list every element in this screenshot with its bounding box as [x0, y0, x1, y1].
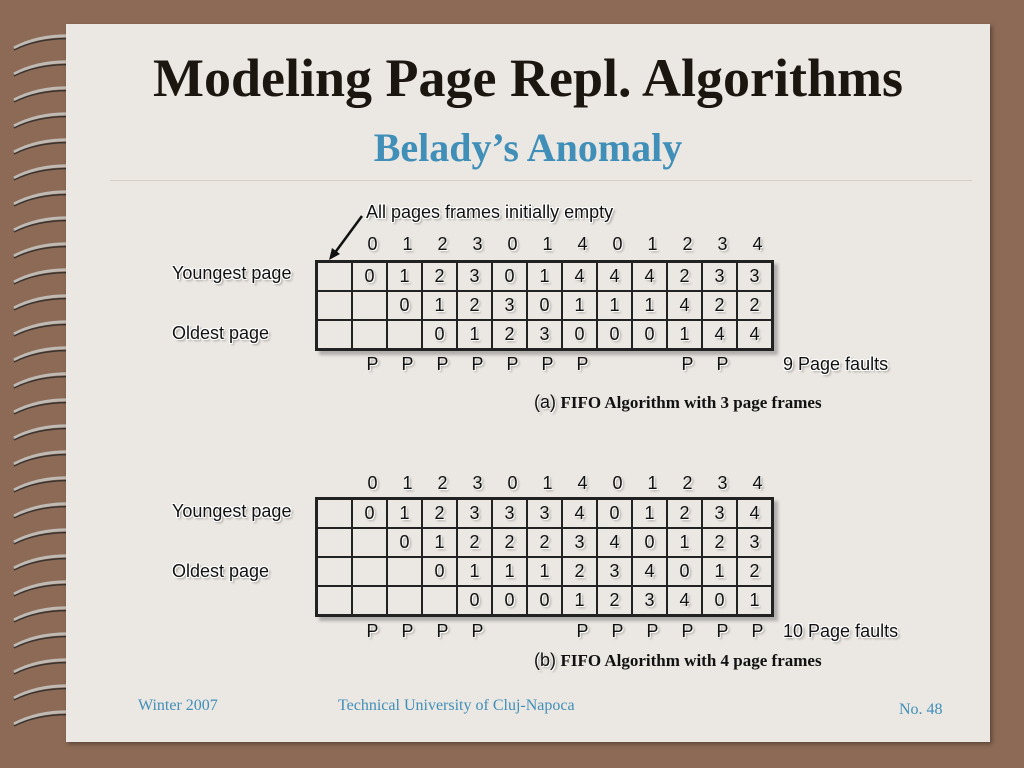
frame-table-a [315, 260, 774, 351]
page-fault-marker: P [366, 354, 379, 374]
reference-page: 0 [612, 234, 623, 254]
frame-cell: 0 [387, 528, 422, 557]
frame-cell: 0 [562, 320, 597, 350]
reference-page: 0 [612, 473, 623, 493]
page-fault-marker [740, 354, 775, 375]
frame-cell: 1 [667, 320, 702, 350]
frame-cell: 2 [737, 557, 773, 586]
reference-page: 4 [752, 234, 763, 254]
reference-page: 1 [647, 473, 658, 493]
frame-cell: 1 [422, 291, 457, 320]
frame-cell: 0 [632, 528, 667, 557]
page-fault-marker: P [716, 354, 729, 374]
frame-cell: 2 [492, 320, 527, 350]
frame-cell: 1 [632, 291, 667, 320]
frame-cell: 3 [492, 499, 527, 529]
footer-institution: Technical University of Cluj-Napoca [338, 697, 575, 714]
page-fault-marker: P [576, 621, 589, 641]
frame-cell: 2 [667, 262, 702, 292]
fault-count-a: 9 Page faults [783, 354, 889, 374]
frame-cell: 3 [737, 528, 773, 557]
frame-row [317, 499, 773, 529]
frame-cell: 2 [422, 499, 457, 529]
frame-cell: 1 [492, 557, 527, 586]
page-fault-marker: P [401, 621, 414, 641]
frame-cell: 1 [737, 586, 773, 616]
frame-cell: 0 [597, 320, 632, 350]
frame-cell: 0 [422, 320, 457, 350]
frame-cell [387, 557, 422, 586]
reference-page: 0 [507, 234, 518, 254]
frame-cell: 2 [422, 262, 457, 292]
page-fault-marker: P [541, 354, 554, 374]
page-fault-marker: P [366, 621, 379, 641]
reference-page: 2 [682, 473, 693, 493]
frame-cell: 2 [562, 557, 597, 586]
frame-cell: 4 [632, 557, 667, 586]
frame-cell: 1 [387, 262, 422, 292]
frame-cell: 0 [527, 291, 562, 320]
page-fault-marker: P [751, 621, 764, 641]
oldest-page-label-b: Oldest page [172, 561, 270, 581]
page-fault-marker [635, 354, 670, 375]
reference-page: 0 [507, 473, 518, 493]
page-fault-marker: P [716, 621, 729, 641]
caption-a-tag: (a) [534, 392, 556, 412]
caption-a [534, 392, 822, 413]
frame-cell [352, 557, 387, 586]
page-fault-marker [495, 621, 530, 642]
frame-cell: 0 [352, 499, 387, 529]
youngest-page-label-b: Youngest page [172, 501, 292, 521]
frame-cell: 3 [527, 499, 562, 529]
oldest-page-label-a: Oldest page [172, 323, 270, 343]
page-fault-marker: P [681, 621, 694, 641]
frame-cell: 0 [667, 557, 702, 586]
frame-cell [317, 586, 353, 616]
reference-page: 1 [402, 473, 413, 493]
page-fault-marker [530, 621, 565, 642]
frame-cell: 0 [422, 557, 457, 586]
frame-cell: 1 [527, 557, 562, 586]
frame-cell [387, 320, 422, 350]
reference-page: 3 [717, 234, 728, 254]
page-fault-marker: P [401, 354, 414, 374]
frame-row [317, 586, 773, 616]
reference-page: 4 [577, 234, 588, 254]
frame-cell: 2 [667, 499, 702, 529]
frame-cell: 4 [562, 262, 597, 292]
reference-page: 1 [542, 473, 553, 493]
initial-empty-note: All pages frames initially empty [366, 202, 614, 222]
fault-markers-a [355, 354, 775, 375]
frame-cell: 4 [737, 499, 773, 529]
page-fault-marker: P [471, 354, 484, 374]
slide-title: Modeling Page Repl. Algorithms [153, 48, 903, 108]
frame-cell: 2 [597, 586, 632, 616]
frame-cell: 2 [492, 528, 527, 557]
reference-page: 1 [402, 234, 413, 254]
caption-b-text: FIFO Algorithm with 4 page frames [560, 651, 822, 670]
frame-cell: 1 [702, 557, 737, 586]
title-divider [110, 180, 972, 181]
frame-cell: 2 [702, 528, 737, 557]
frame-cell [352, 291, 387, 320]
reference-page: 2 [437, 473, 448, 493]
reference-page: 3 [472, 473, 483, 493]
frame-cell [317, 499, 353, 529]
frame-cell: 1 [597, 291, 632, 320]
frame-cell: 1 [632, 499, 667, 529]
reference-page: 4 [577, 473, 588, 493]
reference-string-a [355, 234, 775, 255]
frame-cell: 0 [492, 586, 527, 616]
page-fault-marker: P [611, 621, 624, 641]
frame-cell: 0 [527, 586, 562, 616]
slide-subtitle: Belady’s Anomaly [373, 125, 683, 170]
page-fault-marker: P [576, 354, 589, 374]
frame-table-b [315, 497, 774, 617]
reference-page: 0 [367, 473, 378, 493]
frame-cell [317, 557, 353, 586]
reference-string-b [355, 473, 775, 494]
frame-cell [352, 586, 387, 616]
frame-cell: 2 [737, 291, 773, 320]
footer-slide-number: No. 48 [899, 701, 943, 718]
frame-cell: 3 [632, 586, 667, 616]
frame-cell: 0 [597, 499, 632, 529]
reference-page: 0 [367, 234, 378, 254]
frame-cell: 2 [702, 291, 737, 320]
reference-page: 3 [472, 234, 483, 254]
frame-cell: 3 [562, 528, 597, 557]
frame-cell [422, 586, 457, 616]
frame-cell: 1 [387, 499, 422, 529]
frame-cell: 4 [667, 586, 702, 616]
frame-cell: 4 [562, 499, 597, 529]
frame-cell: 4 [702, 320, 737, 350]
frame-cell: 3 [457, 499, 492, 529]
reference-page: 2 [682, 234, 693, 254]
frame-cell: 1 [667, 528, 702, 557]
caption-b [534, 650, 822, 671]
reference-page: 2 [437, 234, 448, 254]
page-fault-marker: P [646, 621, 659, 641]
frame-row [317, 320, 773, 350]
frame-cell: 0 [702, 586, 737, 616]
frame-cell [317, 528, 353, 557]
frame-cell: 0 [457, 586, 492, 616]
frame-cell: 3 [702, 262, 737, 292]
page-fault-marker: P [436, 621, 449, 641]
footer-date: Winter 2007 [138, 697, 218, 714]
frame-cell: 0 [632, 320, 667, 350]
reference-page: 4 [752, 473, 763, 493]
frame-cell: 1 [457, 320, 492, 350]
frame-cell: 1 [422, 528, 457, 557]
youngest-page-label-a: Youngest page [172, 263, 292, 283]
frame-cell: 2 [457, 528, 492, 557]
frame-cell: 4 [597, 528, 632, 557]
frame-cell [317, 291, 353, 320]
page-fault-marker: P [471, 621, 484, 641]
frame-row [317, 557, 773, 586]
reference-page: 1 [542, 234, 553, 254]
frame-cell: 2 [457, 291, 492, 320]
reference-page: 1 [647, 234, 658, 254]
frame-cell: 1 [562, 291, 597, 320]
caption-b-tag: (b) [534, 650, 556, 670]
frame-cell: 2 [527, 528, 562, 557]
frame-cell: 3 [457, 262, 492, 292]
caption-a-text: FIFO Algorithm with 3 page frames [560, 393, 822, 412]
fault-markers-b [355, 621, 775, 642]
page-fault-marker: P [681, 354, 694, 374]
frame-row [317, 262, 773, 292]
frame-cell: 4 [737, 320, 773, 350]
fault-count-b: 10 Page faults [783, 621, 899, 641]
page-fault-marker: P [436, 354, 449, 374]
frame-row [317, 528, 773, 557]
frame-cell [317, 320, 353, 350]
frame-cell [317, 262, 353, 292]
frame-cell: 1 [457, 557, 492, 586]
frame-cell: 3 [527, 320, 562, 350]
frame-cell: 4 [667, 291, 702, 320]
frame-cell: 3 [492, 291, 527, 320]
frame-cell: 0 [387, 291, 422, 320]
frame-cell [352, 528, 387, 557]
frame-cell: 1 [562, 586, 597, 616]
frame-cell: 3 [597, 557, 632, 586]
reference-page: 3 [717, 473, 728, 493]
frame-cell: 1 [527, 262, 562, 292]
frame-cell: 0 [492, 262, 527, 292]
frame-cell: 3 [737, 262, 773, 292]
frame-cell: 4 [597, 262, 632, 292]
frame-cell: 3 [702, 499, 737, 529]
frame-cell: 4 [632, 262, 667, 292]
frame-row [317, 291, 773, 320]
page-fault-marker [600, 354, 635, 375]
frame-cell: 0 [352, 262, 387, 292]
frame-cell [352, 320, 387, 350]
frame-cell [387, 586, 422, 616]
page-fault-marker: P [506, 354, 519, 374]
